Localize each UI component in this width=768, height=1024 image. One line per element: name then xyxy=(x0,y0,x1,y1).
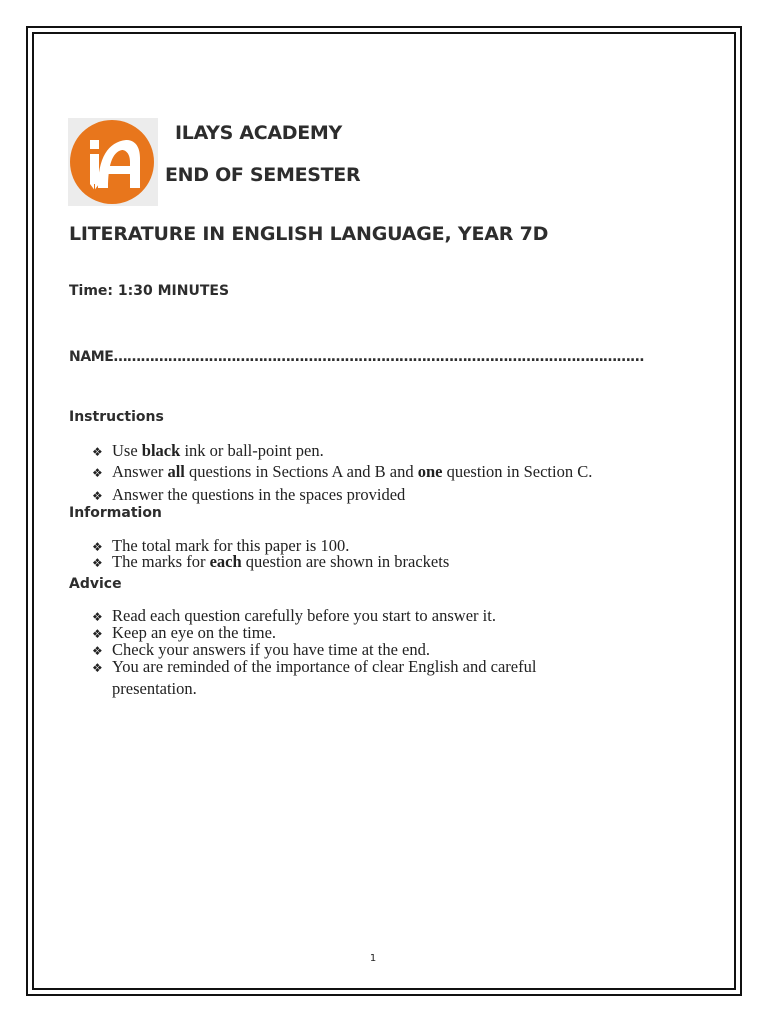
school-name: ILAYS ACADEMY xyxy=(175,122,342,144)
list-item: ❖ Keep an eye on the time. xyxy=(92,623,277,642)
diamond-bullet-icon: ❖ xyxy=(92,610,103,624)
diamond-bullet-icon: ❖ xyxy=(92,445,103,459)
diamond-bullet-icon: ❖ xyxy=(92,661,103,675)
ia-logo-icon xyxy=(68,118,158,206)
diamond-bullet-icon: ❖ xyxy=(92,489,103,503)
list-item: ❖ You are reminded of the importance of clear English and careful xyxy=(92,657,537,676)
list-item: ❖ Answer the questions in the spaces provided xyxy=(92,485,406,504)
list-item: ❖ The marks for each question are shown in brackets xyxy=(92,552,450,571)
exam-title: END OF SEMESTER xyxy=(165,164,361,186)
list-item: ❖ Read each question carefully before you start to answer it. xyxy=(92,606,496,625)
list-item: ❖ Use black ink or ball-point pen. xyxy=(92,441,324,460)
diamond-bullet-icon: ❖ xyxy=(92,556,103,570)
list-item: ❖ Answer all questions in Sections A and B and one question in Section C. xyxy=(92,462,593,481)
instructions-heading: Instructions xyxy=(69,409,164,425)
list-item-continuation: presentation. xyxy=(112,679,197,698)
name-field-line: NAME……………………………………………………………………………………………………… xyxy=(69,349,644,365)
diamond-bullet-icon: ❖ xyxy=(92,627,103,641)
exam-time: Time: 1:30 MINUTES xyxy=(69,283,230,299)
information-heading: Information xyxy=(69,505,162,521)
diamond-bullet-icon: ❖ xyxy=(92,540,103,554)
page-number: 1 xyxy=(369,953,377,964)
diamond-bullet-icon: ❖ xyxy=(92,644,103,658)
list-item: ❖ The total mark for this paper is 100. xyxy=(92,536,350,555)
subject-title: LITERATURE IN ENGLISH LANGUAGE, YEAR 7D xyxy=(69,223,549,245)
advice-heading: Advice xyxy=(69,576,122,592)
list-item: ❖ Check your answers if you have time at the end. xyxy=(92,640,430,659)
diamond-bullet-icon: ❖ xyxy=(92,466,103,480)
